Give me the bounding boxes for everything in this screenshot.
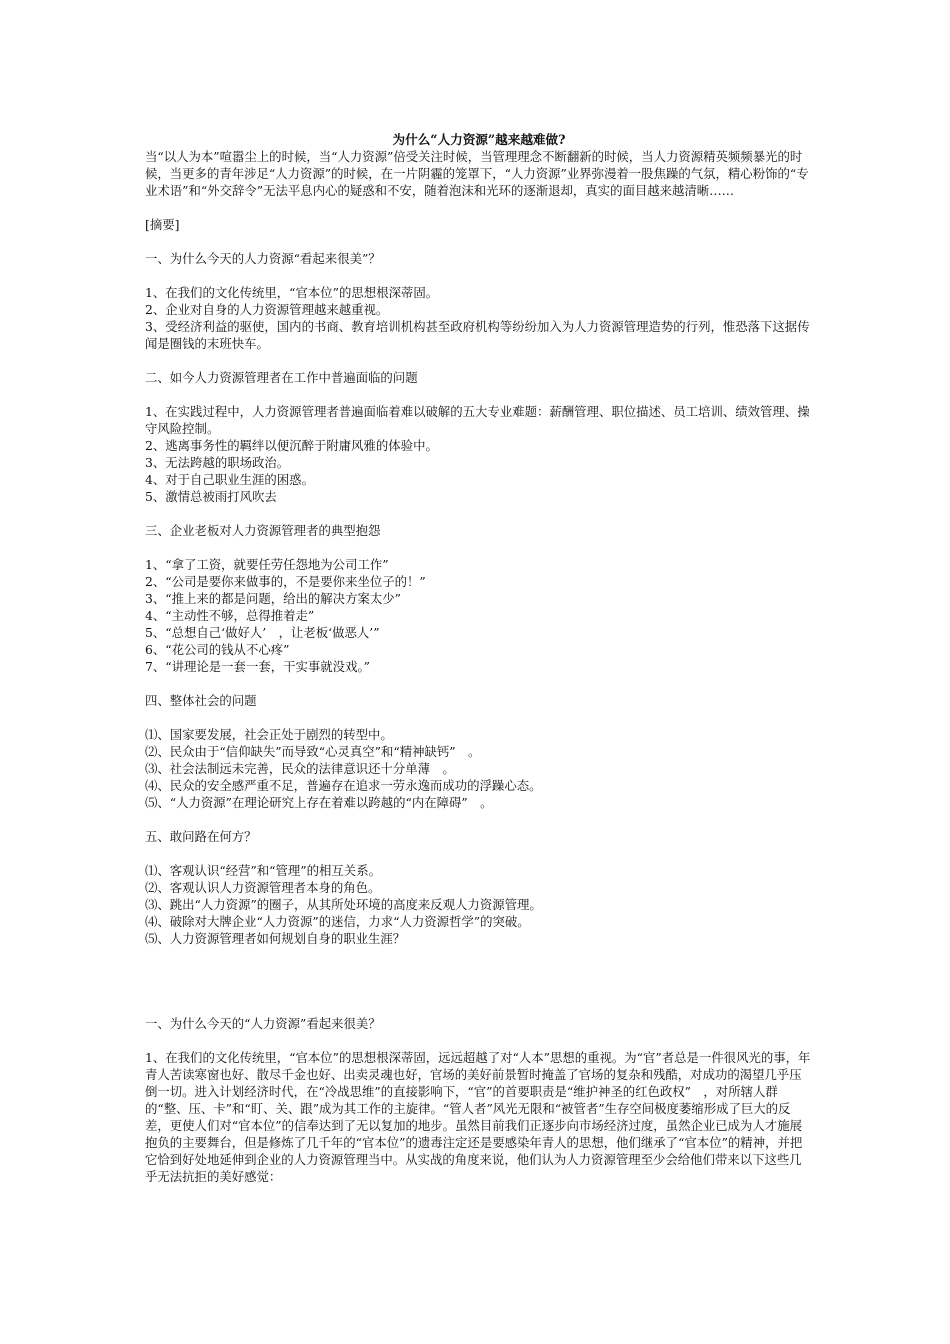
list-item: 2、企业对自身的人力资源管理越来越重视。 [145, 302, 389, 317]
list-item: 1、在我们的文化传统里，“官本位”的思想根深蒂固。 [145, 285, 439, 300]
spacer [145, 386, 813, 403]
section-heading: 五、敢问路在何方？ [145, 829, 257, 844]
list-item: 6、“花公司的钱从不心疼” [145, 642, 290, 657]
list-item: 7、“讲理论是一套一套，干实事就没戏。” [145, 659, 370, 674]
spacer [145, 811, 813, 828]
list-item: ⑶、社会法制远未完善，民众的法律意识还十分单薄 。 [145, 761, 455, 776]
spacer [145, 845, 813, 862]
section-heading: 四、整体社会的问题 [145, 693, 257, 708]
section-heading: 二、如今人力资源管理者在工作中普遍面临的问题 [145, 370, 418, 385]
spacer [145, 675, 813, 692]
list-item: ⑸、人力资源管理者如何规划自身的职业生涯？ [145, 931, 406, 946]
list-item: ⑸、“人力资源”在理论研究上存在着难以跨越的“内在障碍” 。 [145, 795, 493, 810]
list-item: ⑶、跳出“人力资源”的圈子，从其所处环境的高度来反观人力资源管理。 [145, 897, 542, 912]
document-title: 为什么“人力资源”越来越难做? [392, 132, 566, 147]
list-item: 1、在实践过程中，人力资源管理者普遍面临着难以破解的五大专业难题：薪酬管理、职位描述、员工培训、绩效管理、操守风险控制。 [145, 404, 810, 436]
spacer [145, 947, 813, 1015]
spacer [145, 709, 813, 726]
list-item: ⑵、民众由于“信仰缺失”而导致“心灵真空”和“精神缺钙” 。 [145, 744, 481, 759]
list-item: 1、“拿了工资，就要任劳任怨地为公司工作” [145, 557, 389, 572]
list-item: 3、无法跨越的职场政治。 [145, 455, 290, 470]
summary-label: [摘要] [145, 217, 180, 232]
list-item: ⑴、客观认识“经营”和“管理”的相互关系。 [145, 863, 381, 878]
list-item: 3、“推上来的都是问题，给出的解决方案太少” [145, 591, 401, 606]
list-item: 2、逃离事务性的羁绊以便沉醉于附庸风雅的体验中。 [145, 438, 438, 453]
section-heading: 三、企业老板对人力资源管理者的典型抱怨 [145, 523, 381, 538]
intro-paragraph: 当“以人为本”喧嚣尘上的时候，当“人力资源”倍受关注时候，当管理理念不断翻新的时候，当人力资源精英频频暴光的时候，当更多的青年涉足“人力资源”的时候，在一片阴霾的笼罩下，“人力资源”业界弥漫着一股焦躁的气氛，精心粉饰的“专业术语”和“外交辞令”无法平息内心的疑惑和不安，随着泡沫和光环的逐渐退却，真实的面目越来越清晰…… [145, 149, 809, 198]
list-item: 2、“公司是要你来做事的，不是要你来坐位子的！” [145, 574, 426, 589]
list-item: ⑷、破除对大牌企业“人力资源”的迷信，力求“人力资源哲学”的突破。 [145, 914, 530, 929]
document-page [145, 131, 813, 1185]
body-paragraph: 1、在我们的文化传统里，“官本位”的思想根深蒂固，远远超越了对“人本”思想的重视。为“官”者总是一件很风光的事，年青人苦读寒窗也好、散尽千金也好、出卖灵魂也好，官场的美好前景暂时掩盖了官场的复杂和残酷，对成功的渴望几乎压倒一切。进入计划经济时代，在“冷战思维”的直接影响下，“官”的首要职责是“维护神圣的红色政权” ，对所辖人群的“整、压、卡”和“盯、关、跟”成为其工作的主旋律。“管人者”风光无限和“被管者”生存空间极度萎缩形成了巨大的反差，更使人们对“官本位”的信奉达到了无以复加的地步。虽然目前我们正逐步向市场经济过度，虽然企业已成为人才施展抱负的主要舞台，但是修炼了几千年的“官本位”的遗毒注定还是要感染年青人的思想，他们继承了“官本位”的精神，并把它恰到好处地延伸到企业的人力资源管理当中。从实战的角度来说，他们认为人力资源管理至少会给他们带来以下这些几乎无法抗拒的美好感觉： [145, 1050, 811, 1184]
spacer [145, 199, 813, 216]
list-item: ⑴、国家要发展，社会正处于剧烈的转型中。 [145, 727, 393, 742]
spacer [145, 1032, 813, 1049]
section-heading: 一、为什么今天的人力资源“看起来很美”？ [145, 251, 381, 266]
list-item: 5、激情总被雨打风吹去 [145, 489, 277, 504]
spacer [145, 352, 813, 369]
spacer [145, 505, 813, 522]
spacer [145, 267, 813, 284]
spacer [145, 233, 813, 250]
list-item: 4、对于自己职业生涯的困惑。 [145, 472, 314, 487]
spacer [145, 539, 813, 556]
list-item: 3、受经济利益的驱使，国内的书商、教育培训机构甚至政府机构等纷纷加入为人力资源管理造势的行列，惟恐落下这据传闻是圈钱的末班快车。 [145, 319, 810, 351]
list-item: 5、“总想自己‘做好人’ ，让老板‘做恶人’” [145, 625, 380, 640]
list-item: ⑵、客观认识人力资源管理者本身的角色。 [145, 880, 381, 895]
list-item: ⑷、民众的安全感严重不足，普遍存在追求一劳永逸而成功的浮躁心态。 [145, 778, 542, 793]
list-item: 4、“主动性不够，总得推着走” [145, 608, 315, 623]
body-heading: 一、为什么今天的“人力资源”看起来很美？ [145, 1016, 381, 1031]
